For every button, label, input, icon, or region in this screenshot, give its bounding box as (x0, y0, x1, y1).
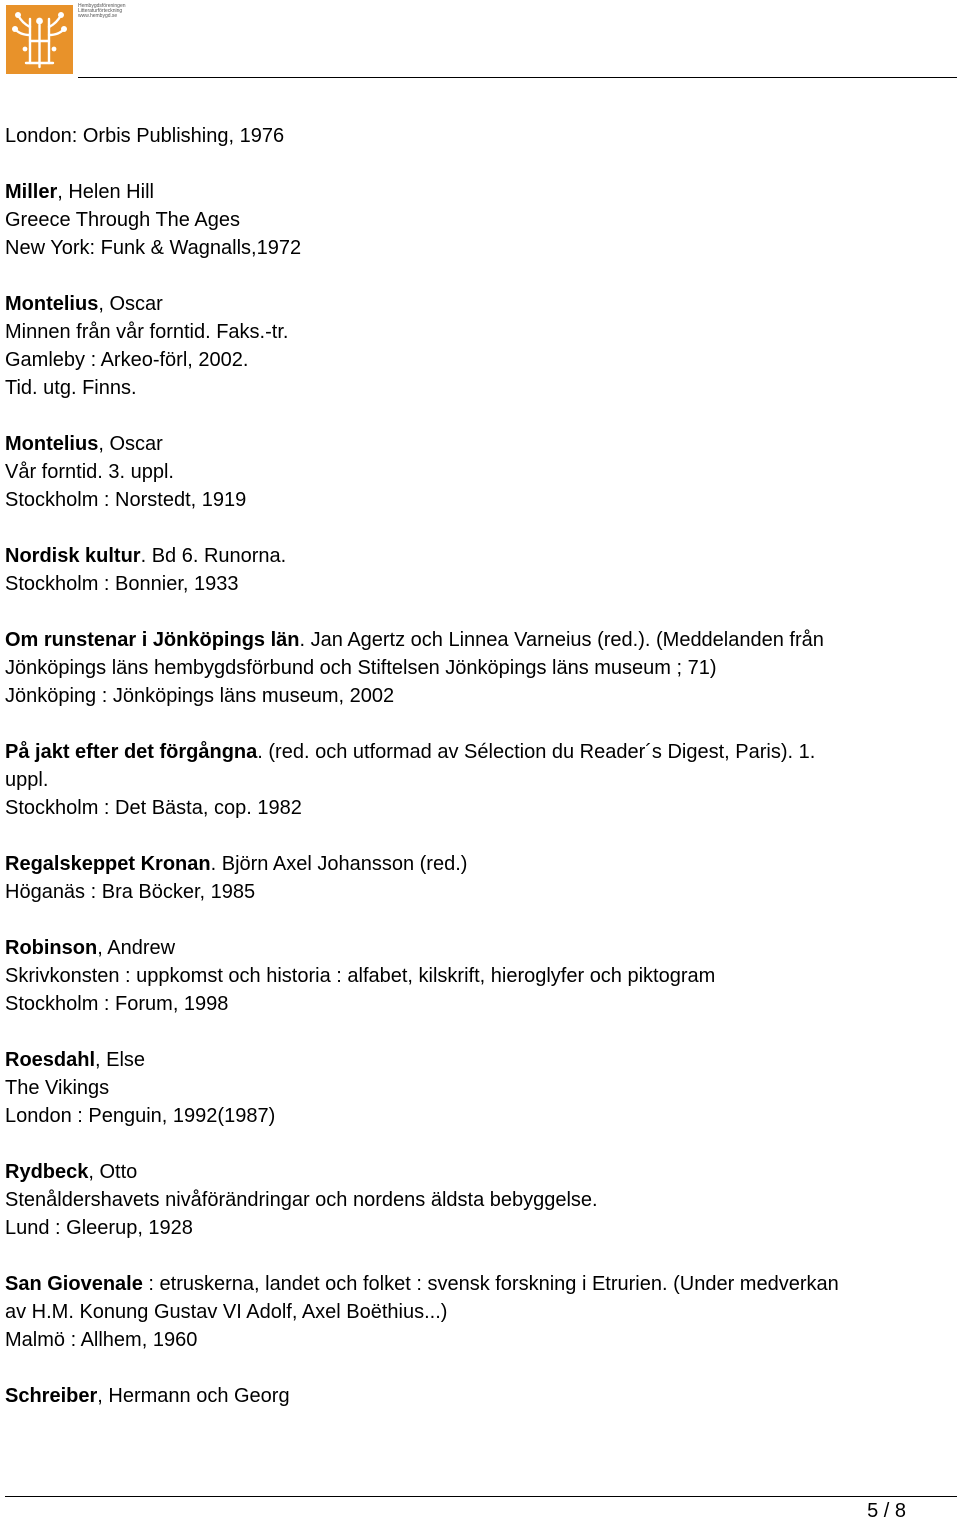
entry-line (5, 1270, 955, 1298)
bibliography-entry (5, 542, 955, 598)
entry-text: Lund : Gleerup, 1928 (5, 1217, 193, 1239)
bibliography-entry (5, 1158, 955, 1242)
entry-line (5, 1158, 955, 1186)
entry-line (5, 318, 955, 346)
entry-line (5, 122, 955, 150)
bibliography-list (5, 122, 955, 1438)
entry-author-or-title: Robinson (5, 937, 98, 959)
entry-line (5, 1214, 955, 1242)
entry-author-or-title: Nordisk kultur (5, 545, 141, 567)
bibliography-entry (5, 1270, 955, 1354)
entry-text: , Hermann och Georg (97, 1385, 290, 1407)
entry-line (5, 1046, 955, 1074)
entry-text: , Helen Hill (57, 181, 154, 203)
entry-text: . Jan Agertz och Linnea Varneius (red.). (Meddelanden från (299, 629, 824, 651)
entry-line (5, 430, 955, 458)
entry-text: Vår forntid. 3. uppl. (5, 461, 174, 483)
tree-emblem-icon (6, 5, 73, 74)
entry-text: Jönköpings läns hembygdsförbund och Stiftelsen Jönköpings läns museum ; 71) (5, 657, 717, 679)
entry-text: Skrivkonsten : uppkomst och historia : alfabet, kilskrift, hieroglyfer och piktogram (5, 965, 716, 987)
entry-author-or-title: Om runstenar i Jönköpings län (5, 629, 300, 651)
entry-author-or-title: På jakt efter det förgångna (5, 741, 258, 763)
entry-text: Stenåldershavets nivåförändringar och nordens äldsta bebyggelse. (5, 1189, 598, 1211)
entry-line (5, 542, 955, 570)
entry-author-or-title: Rydbeck (5, 1161, 89, 1183)
entry-text: Tid. utg. Finns. (5, 377, 137, 399)
entry-line (5, 738, 955, 766)
entry-line (5, 626, 955, 654)
entry-line (5, 234, 955, 262)
entry-line (5, 1382, 955, 1410)
bibliography-entry (5, 1382, 955, 1410)
entry-line (5, 1326, 955, 1354)
entry-line (5, 1102, 955, 1130)
bibliography-entry (5, 626, 955, 710)
entry-line (5, 682, 955, 710)
entry-text: , Otto (88, 1161, 138, 1183)
bibliography-entry (5, 850, 955, 906)
entry-text: , Else (95, 1049, 146, 1071)
entry-author-or-title: Regalskeppet Kronan (5, 853, 211, 875)
entry-line (5, 374, 955, 402)
entry-text: Stockholm : Det Bästa, cop. 1982 (5, 797, 302, 819)
bibliography-entry (5, 178, 955, 262)
entry-line (5, 794, 955, 822)
entry-author-or-title: San Giovenale (5, 1273, 143, 1295)
bibliography-entry (5, 122, 955, 150)
entry-text: Minnen från vår forntid. Faks.-tr. (5, 321, 289, 343)
entry-text: . (red. och utformad av Sélection du Reader´s Digest, Paris). 1. (257, 741, 816, 763)
entry-line (5, 290, 955, 318)
page-number: 5 / 8 (867, 1500, 906, 1522)
entry-text: Stockholm : Norstedt, 1919 (5, 489, 247, 511)
entry-text: : etruskerna, landet och folket : svensk forskning i Etrurien. (Under medverkan (142, 1273, 839, 1295)
entry-text: . Bd 6. Runorna. (140, 545, 287, 567)
entry-line (5, 654, 955, 682)
entry-text: , Oscar (98, 433, 163, 455)
footer-divider (5, 1496, 957, 1497)
entry-text: New York: Funk & Wagnalls,1972 (5, 237, 302, 259)
entry-line (5, 878, 955, 906)
entry-author-or-title: Montelius (5, 433, 99, 455)
entry-text: Malmö : Allhem, 1960 (5, 1329, 198, 1351)
entry-line (5, 850, 955, 878)
entry-line (5, 934, 955, 962)
entry-text: London: Orbis Publishing, 1976 (5, 125, 285, 147)
entry-text: London : Penguin, 1992(1987) (5, 1105, 276, 1127)
entry-line (5, 1186, 955, 1214)
entry-line (5, 178, 955, 206)
entry-author-or-title: Schreiber (5, 1385, 98, 1407)
bibliography-entry (5, 290, 955, 402)
entry-text: , Andrew (97, 937, 176, 959)
logo-caption-line: Hembygdsföreningen (78, 3, 126, 9)
logo-caption-line: Litteraturförteckning (78, 8, 123, 14)
entry-line (5, 346, 955, 374)
bibliography-entry (5, 1046, 955, 1130)
entry-line (5, 486, 955, 514)
entry-line (5, 1298, 955, 1326)
library-logo (6, 5, 73, 74)
entry-text: Höganäs : Bra Böcker, 1985 (5, 881, 256, 903)
entry-text: uppl. (5, 769, 49, 791)
entry-text: Stockholm : Bonnier, 1933 (5, 573, 239, 595)
entry-text: av H.M. Konung Gustav VI Adolf, Axel Boëthius...) (5, 1301, 448, 1323)
bibliography-entry (5, 934, 955, 1018)
entry-text: Gamleby : Arkeo-förl, 2002. (5, 349, 249, 371)
entry-line (5, 766, 955, 794)
entry-text: Stockholm : Forum, 1998 (5, 993, 229, 1015)
entry-author-or-title: Roesdahl (5, 1049, 96, 1071)
entry-line (5, 990, 955, 1018)
entry-author-or-title: Miller (5, 181, 58, 203)
entry-text: Greece Through The Ages (5, 209, 240, 231)
bibliography-entry (5, 430, 955, 514)
header-divider (78, 77, 957, 78)
entry-line (5, 962, 955, 990)
entry-text: , Oscar (98, 293, 163, 315)
entry-author-or-title: Montelius (5, 293, 99, 315)
bibliography-entry (5, 738, 955, 822)
entry-text: Jönköping : Jönköpings läns museum, 2002 (5, 685, 395, 707)
entry-line (5, 570, 955, 598)
logo-caption (78, 4, 198, 19)
entry-text: . Björn Axel Johansson (red.) (210, 853, 468, 875)
entry-line (5, 458, 955, 486)
entry-line (5, 206, 955, 234)
logo-caption-line: www.hembygd.se (78, 13, 118, 19)
entry-text: The Vikings (5, 1077, 110, 1099)
entry-line (5, 1074, 955, 1102)
